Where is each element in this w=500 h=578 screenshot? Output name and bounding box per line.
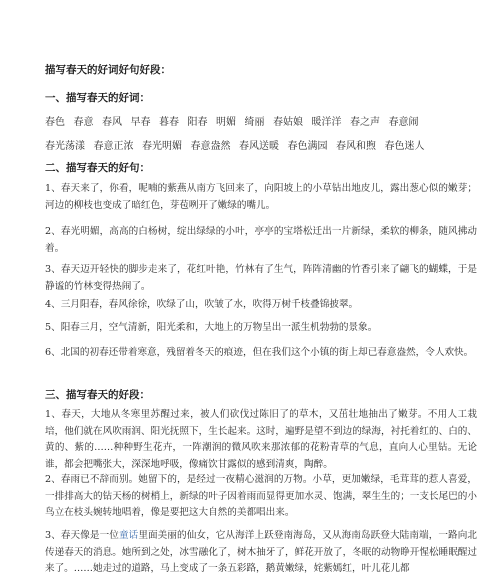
word-item: 明媚 <box>216 117 236 128</box>
word-item: 春色 <box>45 117 65 128</box>
word-item: 春意正浓 <box>93 141 134 152</box>
sentence-item: 2、春光明媚，高高的白杨树，绽出绿绿的小叶，亭亭的宝塔松迁出一片新绿，柔软的柳条，随风拂动着。 <box>45 226 477 254</box>
section-heading-sentences: 二、描写春天的好句： <box>45 162 150 174</box>
word-item: 春光明媚 <box>142 141 182 152</box>
word-item: 春风送暖 <box>239 141 279 152</box>
document-title: 描写春天的好词好句好段： <box>45 64 171 76</box>
word-item: 春风和煦 <box>336 141 376 152</box>
word-item: 暮春 <box>159 117 179 128</box>
word-item: 春意盎然 <box>190 141 231 152</box>
sentence-item: 4、三月阳春，春风徐徐，吹绿了山，吹皱了水，吹得万树千枝叠锦披翠。 <box>45 299 359 310</box>
paragraph-item: 2、春雨已不辞而别。她留下的，是经过一夜精心滋润的万物。小草，更加嫩绿，毛茸茸的惹人喜爱，一排排高大的钻天杨的树梢上，新绿的叶子因着雨而显得更加水灵、饱满，翠生生的；一支长尾巴的小鸟立在枝头婉转地唱着，像是要把这大自然的美都唱出来。 <box>45 474 477 518</box>
word-item: 春之声 <box>350 117 380 128</box>
word-item: 绮丽 <box>244 117 265 128</box>
sentence-item: 3、春天迈开轻快的脚步走来了，花红叶艳，竹林有了生气，阵阵清幽的竹香引来了翩飞的蝴蝶，于是静谧的竹林变得热闹了。 <box>45 264 477 292</box>
paragraph-item <box>45 528 478 574</box>
word-item: 春色迷人 <box>384 141 425 152</box>
word-item: 春色满园 <box>287 141 328 152</box>
word-list-row-2 <box>45 137 433 152</box>
word-item: 春姑娘 <box>273 117 303 128</box>
sentence-item: 1、春天来了，你看，呢喃的紫燕从南方飞回来了，向阳坡上的小草钻出地皮儿，露出葱心似的嫩芽；河边的柳枝也变成了暗红色，芽苞咧开了嫩绿的嘴儿。 <box>45 183 477 211</box>
section-heading-paragraphs: 三、描写春天的好段： <box>45 389 150 401</box>
paragraph-item: 1、春天，大地从冬寒里苏醒过来，被人们砍伐过陈旧了的草木，又茁壮地抽出了嫩芽。不用人工栽培，他们就在风吹雨润、阳光抚照下，生长起来。这时，遍野是望不到边的绿海，衬托着红的、白的、黄的、紫的……种种野生花卉，一阵潮润的微风吹来那浓郁的花粉青草的气息，直向人心里钻。无论谁，都会把嘴张大，深深地呼吸，像痛饮甘露似的感到清爽，陶醉。 <box>45 409 477 470</box>
section-heading-words: 一、描写春天的好词： <box>45 92 150 104</box>
word-item: 春意闹 <box>388 117 419 128</box>
paragraph-text: 3、春天像是一位 <box>45 530 119 541</box>
sentence-item: 5、阳春三月，空气清新，阳光柔和，大地上的万物呈出一派生机勃勃的景象。 <box>45 322 378 333</box>
keyword-link[interactable]: 童话 <box>118 530 139 541</box>
word-item: 早春 <box>130 117 151 128</box>
word-item: 春风 <box>102 117 122 128</box>
word-item: 春意 <box>73 117 94 128</box>
sentence-item: 6、北国的初春还带着寒意，残留着冬天的痕迹，但在我们这个小镇的街上却已春意盎然，令人欢快。 <box>45 347 474 358</box>
word-item: 暖洋洋 <box>311 117 342 128</box>
word-item: 春光荡漾 <box>45 141 85 152</box>
word-list-row-1 <box>45 113 427 128</box>
paragraph-text: 里面美丽的仙女，它从海洋上跃登南海岛，又从海南岛跃登大陆南端，一路向北传递春天的消息。她所到之处，冰雪融化了，树木抽牙了，鲜花开放了，冬眠的动物睁开惺松睡眠醒过来了。……她走过的道路，马上变成了一条五彩路，鹅黄嫩绿，姹紫嫣红，叶儿花儿都 <box>45 530 478 574</box>
word-item: 阳春 <box>187 117 208 128</box>
